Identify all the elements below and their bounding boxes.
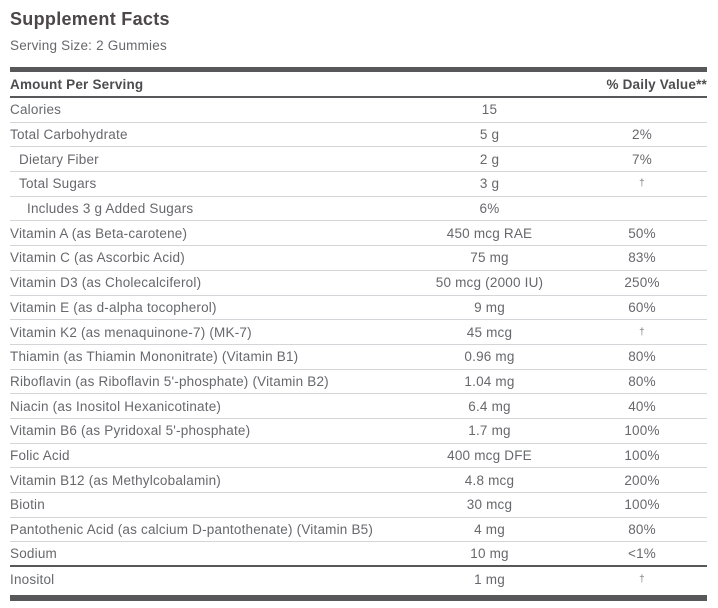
nutrient-name: Vitamin B12 (as Methylcobalamin)	[10, 472, 221, 488]
nutrient-daily-value: 80%	[628, 349, 656, 365]
nutrient-name: Folic Acid	[10, 447, 70, 463]
nutrient-name: Inositol	[10, 571, 55, 587]
nutrient-row	[10, 296, 707, 321]
nutrient-amount: 50 mcg (2000 IU)	[435, 275, 544, 291]
nutrient-name: Niacin (as Inositol Hexanicotinate)	[10, 398, 222, 414]
panel-title: Supplement Facts	[10, 9, 170, 29]
nutrient-name: Vitamin K2 (as menaquinone-7) (MK-7)	[10, 324, 252, 340]
nutrient-amount: 1.7 mg	[468, 423, 511, 439]
nutrient-row	[10, 197, 707, 222]
nutrient-amount: 2 g	[479, 151, 500, 167]
amount-per-serving-header: Amount Per Serving	[10, 76, 144, 92]
nutrient-table	[10, 98, 707, 592]
nutrient-daily-value: 80%	[628, 522, 656, 538]
nutrient-amount: 0.96 mg	[464, 349, 515, 365]
nutrient-daily-value: 83%	[628, 250, 656, 266]
nutrient-daily-value: 200%	[624, 472, 660, 488]
nutrient-amount: 6.4 mg	[468, 398, 511, 414]
nutrient-daily-value: †	[639, 573, 645, 585]
daily-value-header: % Daily Value**	[606, 76, 707, 92]
nutrient-row	[10, 221, 707, 246]
nutrient-name: Vitamin C (as Ascorbic Acid)	[10, 250, 185, 266]
nutrient-daily-value: 60%	[628, 299, 656, 315]
nutrient-name: Vitamin E (as d-alpha tocopherol)	[10, 299, 217, 315]
nutrient-row	[10, 493, 707, 518]
nutrient-amount: 5 g	[479, 127, 500, 143]
nutrient-row	[10, 518, 707, 543]
nutrient-name: Calories	[10, 102, 62, 118]
nutrient-row	[10, 320, 707, 345]
nutrient-row	[10, 345, 707, 370]
nutrient-row	[10, 542, 707, 567]
nutrient-name: Includes 3 g Added Sugars	[27, 201, 194, 217]
nutrient-name: Vitamin B6 (as Pyridoxal 5'-phosphate)	[10, 423, 251, 439]
nutrient-daily-value: 250%	[624, 275, 660, 291]
nutrient-name: Sodium	[10, 546, 57, 562]
divider-thick-bottom	[10, 595, 707, 601]
nutrient-row	[10, 172, 707, 197]
nutrient-amount: 9 mg	[474, 299, 505, 315]
nutrient-amount: 400 mcg DFE	[447, 447, 532, 463]
nutrient-row	[10, 123, 707, 148]
nutrient-name: Total Carbohydrate	[10, 127, 128, 143]
nutrient-amount: 4.8 mcg	[464, 472, 515, 488]
nutrient-row	[10, 468, 707, 493]
nutrient-row	[10, 271, 707, 296]
nutrient-name: Pantothenic Acid (as calcium D-pantothenate) (Vitamin B5)	[10, 522, 374, 538]
nutrient-row	[10, 147, 707, 172]
nutrient-name: Biotin	[10, 497, 45, 513]
nutrient-amount: 15	[481, 102, 498, 118]
nutrient-name: Vitamin A (as Beta-carotene)	[10, 225, 188, 241]
nutrient-row	[10, 98, 707, 123]
nutrient-name: Total Sugars	[19, 176, 97, 192]
nutrient-amount: 450 mcg RAE	[446, 225, 533, 241]
nutrient-row	[10, 246, 707, 271]
nutrient-row	[10, 394, 707, 419]
nutrient-daily-value: 7%	[632, 151, 652, 167]
nutrient-name: Thiamin (as Thiamin Mononitrate) (Vitamin B1)	[10, 349, 299, 365]
nutrient-amount: 75 mg	[470, 250, 509, 266]
nutrient-daily-value: 100%	[624, 423, 660, 439]
nutrient-amount: 1.04 mg	[464, 373, 515, 389]
nutrient-daily-value: †	[639, 178, 645, 190]
nutrient-row	[10, 567, 707, 592]
nutrient-amount: 3 g	[479, 176, 500, 192]
nutrient-amount: 1 mg	[474, 571, 505, 587]
nutrient-amount: 4 mg	[474, 522, 505, 538]
nutrient-daily-value: 50%	[628, 225, 656, 241]
nutrient-amount: 45 mcg	[466, 324, 513, 340]
nutrient-name: Vitamin D3 (as Cholecalciferol)	[10, 275, 202, 291]
nutrient-row	[10, 370, 707, 395]
serving-size: Serving Size: 2 Gummies	[10, 38, 167, 53]
nutrient-daily-value: <1%	[628, 546, 656, 562]
nutrient-amount: 30 mcg	[466, 497, 513, 513]
nutrient-daily-value: 2%	[632, 127, 652, 143]
nutrient-daily-value: 80%	[628, 373, 656, 389]
table-header	[10, 72, 707, 98]
nutrient-daily-value: 100%	[624, 497, 660, 513]
nutrient-amount: 10 mg	[470, 546, 509, 562]
nutrient-name: Riboflavin (as Riboflavin 5'-phosphate) (Vitamin B2)	[10, 373, 329, 389]
nutrient-name: Dietary Fiber	[19, 151, 99, 167]
nutrient-row	[10, 419, 707, 444]
nutrient-daily-value: †	[639, 326, 645, 338]
nutrient-row	[10, 444, 707, 469]
nutrient-amount: 6%	[479, 201, 500, 217]
nutrient-daily-value: 100%	[624, 447, 660, 463]
nutrient-daily-value: 40%	[628, 398, 656, 414]
